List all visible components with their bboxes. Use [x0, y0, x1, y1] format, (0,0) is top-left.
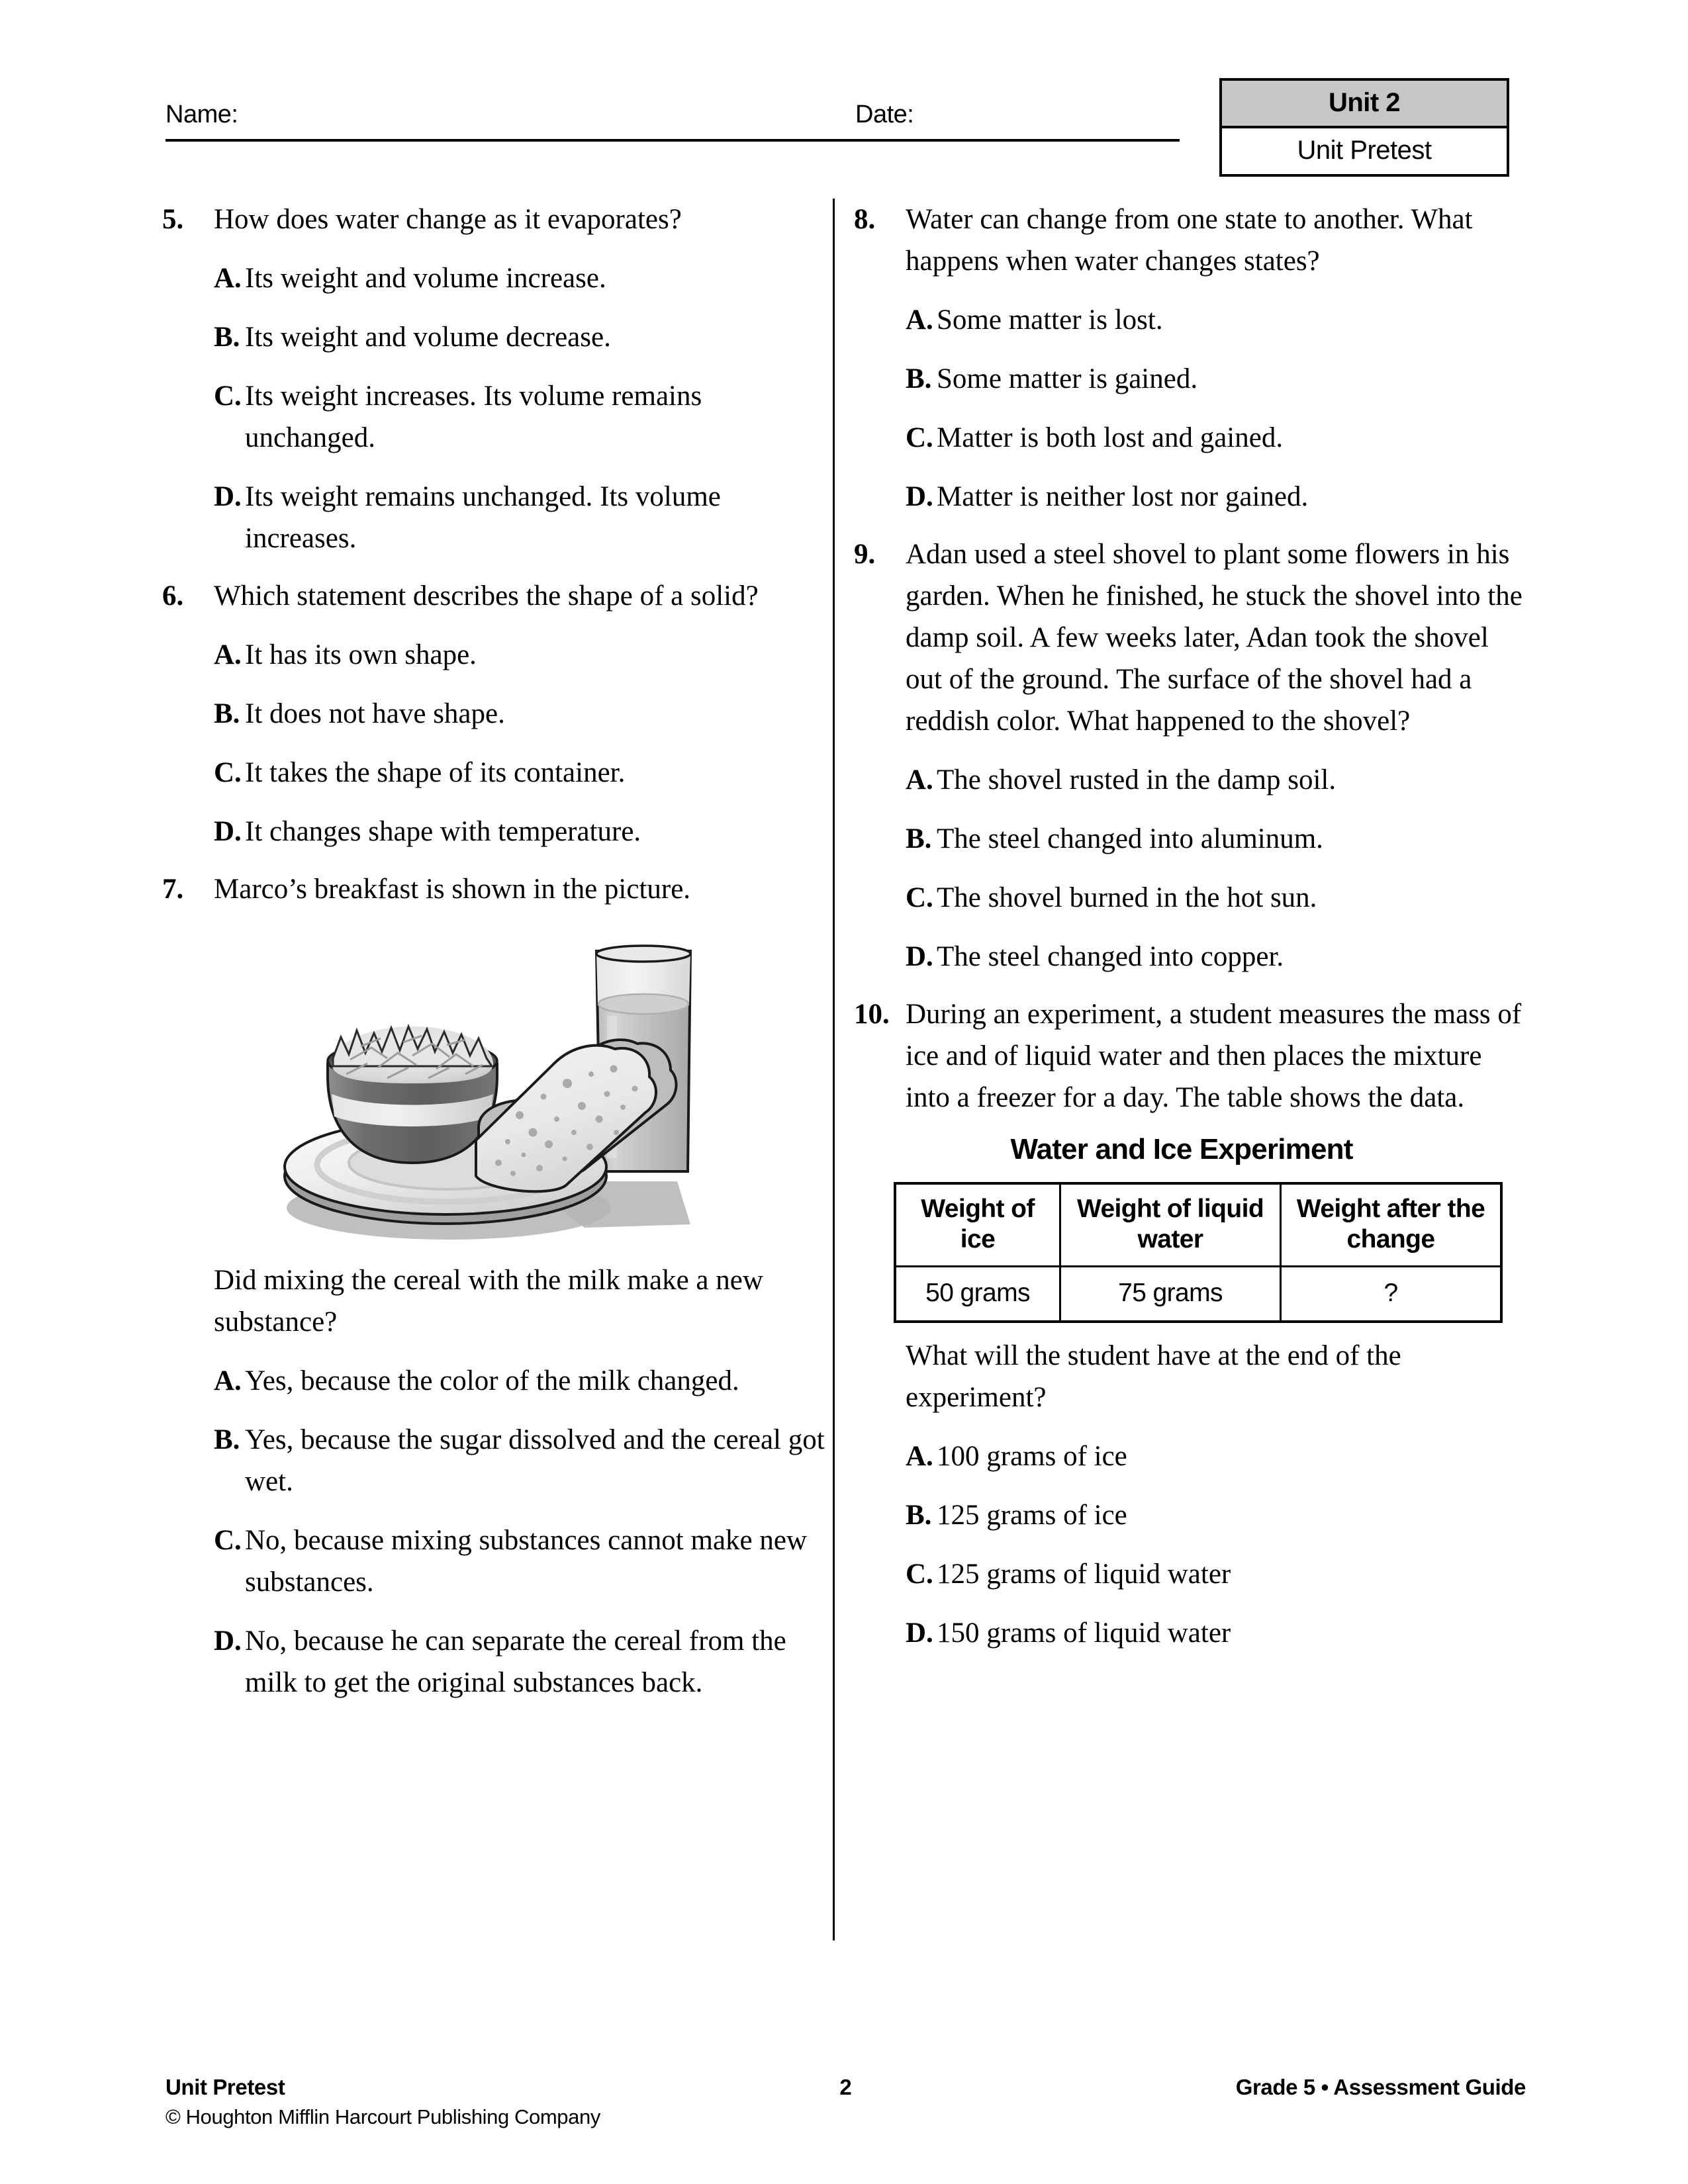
question-number: 9. [854, 539, 876, 570]
option-5a[interactable] [162, 257, 831, 299]
option-7a[interactable] [162, 1360, 831, 1402]
option-text: 150 grams of liquid water [937, 1617, 1231, 1649]
option-text: It does not have shape. [245, 698, 505, 729]
option-text: The shovel burned in the hot sun. [937, 882, 1317, 913]
question-number: 10. [854, 999, 890, 1030]
option-text: Its weight and volume decrease. [245, 322, 611, 353]
option-letter: D. [906, 941, 933, 972]
page-number: 2 [839, 2075, 852, 2099]
unit-badge [1219, 78, 1509, 177]
option-letter: B. [906, 823, 932, 854]
table-header-row [895, 1183, 1501, 1267]
table-header-cell: Weight after the change [1281, 1183, 1502, 1267]
option-7d[interactable] [162, 1620, 831, 1704]
option-letter: B. [906, 363, 932, 394]
date-label: Date: [855, 101, 914, 128]
option-8a[interactable] [854, 299, 1523, 341]
option-6d[interactable] [162, 811, 831, 852]
option-letter: C. [214, 381, 242, 412]
breakfast-illustration [214, 917, 810, 1248]
option-letter: A. [214, 263, 242, 294]
question-10 [854, 993, 1523, 1118]
page-header [165, 86, 1523, 192]
option-8d[interactable] [854, 476, 1523, 518]
option-text: Its weight and volume increase. [245, 263, 606, 294]
table-header-cell: Weight of liquid water [1060, 1183, 1281, 1267]
option-7c[interactable] [162, 1520, 831, 1603]
option-letter: B. [214, 322, 240, 353]
option-text: Its weight remains unchanged. Its volume increases. [245, 481, 721, 554]
option-text: The steel changed into copper. [937, 941, 1284, 972]
bowl-of-cereal [328, 1026, 497, 1163]
question-10-stem: What will the student have at the end of the experiment? [906, 1340, 1401, 1413]
water-ice-experiment-table-wrapper [894, 1133, 1485, 1323]
right-column [854, 199, 1523, 1654]
option-7b[interactable] [162, 1419, 831, 1502]
question-7 [162, 868, 831, 910]
option-text: Some matter is lost. [937, 304, 1163, 336]
question-5 [162, 199, 831, 240]
option-text: It has its own shape. [245, 639, 477, 670]
option-8c[interactable] [854, 417, 1523, 459]
option-letter: C. [214, 1525, 242, 1556]
option-letter: D. [214, 1625, 242, 1657]
option-text: Some matter is gained. [937, 363, 1198, 394]
option-letter: D. [906, 481, 933, 512]
table-row [895, 1267, 1501, 1322]
option-10d[interactable] [854, 1612, 1523, 1654]
option-5d[interactable] [162, 476, 831, 559]
option-10b[interactable] [854, 1494, 1523, 1536]
option-letter: B. [214, 698, 240, 729]
option-9d[interactable] [854, 936, 1523, 978]
option-text: 125 grams of ice [937, 1500, 1127, 1531]
option-letter: B. [214, 1424, 240, 1455]
option-letter: C. [906, 1559, 933, 1590]
option-10c[interactable] [854, 1553, 1523, 1595]
option-text: It changes shape with temperature. [245, 816, 641, 847]
option-text: Its weight increases. Its volume remains unchanged. [245, 381, 702, 453]
water-ice-experiment-table [894, 1182, 1503, 1323]
option-9a[interactable] [854, 759, 1523, 801]
option-text: The shovel rusted in the damp soil. [937, 764, 1336, 796]
name-label: Name: [165, 101, 238, 128]
option-text: Matter is both lost and gained. [937, 422, 1284, 453]
option-letter: A. [214, 639, 242, 670]
option-9b[interactable] [854, 818, 1523, 860]
question-prompt: Which statement describes the shape of a solid? [214, 580, 759, 612]
option-10a[interactable] [854, 1435, 1523, 1477]
option-text: No, because mixing substances cannot make new substances. [245, 1525, 807, 1598]
question-prompt: During an experiment, a student measures the mass of ice and of liquid water and then places the mixture into a freezer for a day. The table shows the data. [906, 999, 1522, 1113]
unit-subtitle: Unit Pretest [1222, 128, 1507, 174]
option-text: Matter is neither lost nor gained. [937, 481, 1309, 512]
question-prompt: Water can change from one state to another. What happens when water changes states? [906, 204, 1473, 277]
option-letter: A. [906, 1441, 933, 1472]
option-letter: A. [214, 1365, 242, 1396]
question-9 [854, 533, 1523, 742]
option-text: 125 grams of liquid water [937, 1559, 1231, 1590]
option-text: Yes, because the sugar dissolved and the cereal got wet. [245, 1424, 825, 1497]
option-letter: A. [906, 304, 933, 336]
table-cell: 50 grams [895, 1267, 1060, 1322]
question-prompt: How does water change as it evaporates? [214, 204, 682, 235]
option-letter: C. [906, 422, 933, 453]
option-letter: B. [906, 1500, 932, 1531]
question-prompt: Marco’s breakfast is shown in the picture. [214, 874, 691, 905]
question-6 [162, 575, 831, 617]
question-number: 5. [162, 204, 184, 235]
unit-title: Unit 2 [1222, 81, 1507, 128]
column-divider [833, 199, 835, 1940]
question-number: 6. [162, 580, 184, 612]
option-text: No, because he can separate the cereal from the milk to get the original substances back. [245, 1625, 786, 1698]
question-number: 8. [854, 204, 876, 235]
option-9c[interactable] [854, 877, 1523, 919]
option-text: Yes, because the color of the milk changed. [245, 1365, 739, 1396]
option-6b[interactable] [162, 693, 831, 735]
left-column [162, 199, 831, 1704]
footer-left-label: Unit Pretest [165, 2075, 285, 2099]
option-letter: D. [214, 816, 242, 847]
question-prompt: Adan used a steel shovel to plant some flowers in his garden. When he finished, he stuck the shovel into the damp soil. A few weeks later, Adan took the shovel out of the ground. The surface of the shovel had a reddish color. What happened to the shovel? [906, 539, 1523, 737]
option-8b[interactable] [854, 358, 1523, 400]
breakfast-svg [214, 917, 810, 1248]
option-letter: D. [214, 481, 242, 512]
copyright-notice: © Houghton Mifflin Harcourt Publishing Company [165, 2105, 600, 2128]
question-7-stem: Did mixing the cereal with the milk make a new substance? [214, 1265, 763, 1338]
option-letter: C. [906, 882, 933, 913]
option-letter: D. [906, 1617, 933, 1649]
option-6a[interactable] [162, 634, 831, 676]
name-date-rule [165, 139, 1180, 142]
footer-right-label: Grade 5 • Assessment Guide [1235, 2075, 1526, 2099]
option-5c[interactable] [162, 375, 831, 459]
question-8 [854, 199, 1523, 282]
table-title: Water and Ice Experiment [1010, 1133, 1353, 1165]
table-header-cell: Weight of ice [895, 1183, 1060, 1267]
option-5b[interactable] [162, 316, 831, 358]
question-number: 7. [162, 874, 184, 905]
option-text: It takes the shape of its container. [245, 757, 626, 788]
option-letter: C. [214, 757, 242, 788]
table-cell: 75 grams [1060, 1267, 1281, 1322]
option-text: 100 grams of ice [937, 1441, 1127, 1472]
option-letter: A. [906, 764, 933, 796]
option-6c[interactable] [162, 752, 831, 794]
table-cell: ? [1281, 1267, 1502, 1322]
page-footer [165, 2075, 1526, 2148]
option-text: The steel changed into aluminum. [937, 823, 1323, 854]
